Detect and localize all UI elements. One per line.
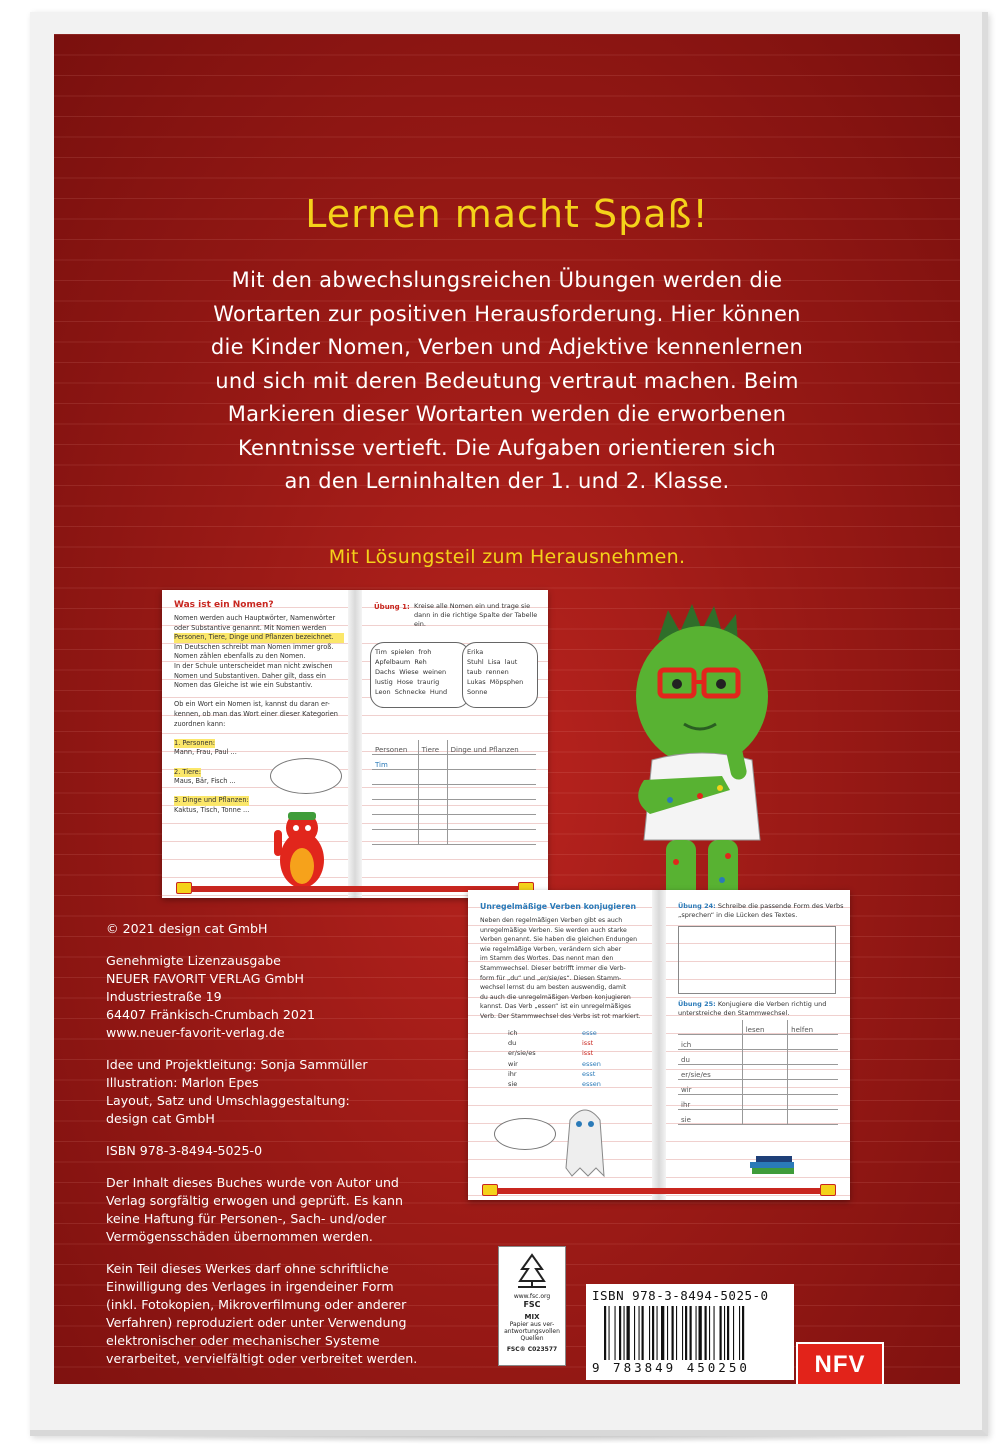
conjugation-table [678,1020,838,1125]
conjugation-forms [582,1028,642,1089]
table-header: Personen [372,740,418,755]
disclaimer-line: Verlag sorgfältig erwogen und geprüft. Es kann [106,1193,404,1208]
headline: Lernen macht Spaß! [305,192,709,236]
intro-line: Wortarten zur positiven Herausforderung. Hier können [213,301,801,326]
license-line: Industriestraße 19 [106,989,222,1004]
table-cell [788,1035,838,1050]
table-cell [742,1095,787,1110]
pronoun: wir [508,1059,518,1068]
text-line: Stammwechsel. Dieser betrifft immer die Verb- [480,964,626,972]
disclaimer-line: keine Haftung für Personen-, Sach- und/oder [106,1211,387,1226]
license-line: Genehmigte Lizenzausgabe [106,953,281,968]
text-line: Im Deutschen schreibt man Nomen immer groß. [174,642,334,651]
word-cloud-left: Tim spielen froh Apfelbaum Reh Dachs Wiese weinen lustig Hose traurig Leon Schnecke Hund [370,642,470,708]
table-cell: wir [678,1080,742,1095]
table-cell [447,785,536,800]
nomen-table [372,740,536,845]
subline: Mit Lösungsteil zum Herausnehmen. [328,546,686,568]
barcode-digits: 9 783849 450250 [592,1360,750,1375]
spread2-title: Unregelmäßige Verben konjugieren [480,902,637,911]
exercise24 [678,902,846,920]
publisher-logo: NFV [796,1342,884,1384]
spread2-text [480,916,650,1022]
exercise1-label [374,602,410,613]
text-line: du auch die unregelmäßigen Verben konjugieren [480,993,631,1001]
ghost-illustration [560,1100,610,1180]
table-cell [418,830,447,845]
table-cell [742,1035,787,1050]
intro-line: Markieren dieser Wortarten werden die erworbenen [227,402,787,426]
table-cell: sie [678,1110,742,1125]
text-line: Kaktus, Tisch, Tonne ... [174,805,250,814]
text-line: wechsel lernst du am besten auswendig, damit [480,984,627,992]
text-line: im Stamm des Wortes. Das nennt man den [480,955,614,963]
verb-form: isst [582,1039,594,1048]
table-header: lesen [742,1020,787,1035]
text-line: Nomen zählen ebenfalls zu den Nomen. [174,652,306,661]
text-line: oder Substantive genannt. Mit Nomen werden [174,623,327,632]
text-line: Personen, Tiere, Dinge und Pflanzen bezeichnet. [174,633,344,643]
credits-line: Idee und Projektleitung: Sonja Sammüller [106,1057,368,1072]
page-number-badge [176,882,192,894]
disclaimer-line: Der Inhalt dieses Buches wurde von Autor und [106,1175,399,1190]
fsc-code: FSC® C023577 [506,1346,558,1353]
text-line: kannst. Das Verb „essen“ ist ein unregelmäßiges [480,1003,631,1011]
page-number-badge [820,1184,836,1196]
footer-bar [488,1188,830,1194]
pronoun: ich [508,1029,518,1037]
table-cell: du [678,1050,742,1065]
pronoun: er/sie/es [508,1049,536,1058]
text-line: 2. Tiere: [174,767,201,776]
fsc-mix: MIX [524,1313,540,1321]
speech-bubble [270,758,342,794]
speech-bubble [494,1118,556,1150]
fsc-tree-icon [512,1251,552,1291]
table-cell [418,800,447,815]
text-line: Nomen das Gleiche ist wie ein Substantiv. [174,681,313,690]
text-line: Verb. Der Stammwechsel des Verbs ist rot markiert. [480,1012,641,1020]
table-cell [742,1080,787,1095]
table-cell [788,1095,838,1110]
spread1-title: Was ist ein Nomen? [174,600,274,610]
intro-line: Mit den abwechslungsreichen Übungen werden die [231,268,783,292]
sample-spread-verben [468,890,850,1200]
rights-line: Einwilligung des Verlages in irgendeiner Form [106,1279,394,1294]
green-monster-illustration [610,600,796,930]
imprint [106,920,426,1368]
rights-line: verarbeitet, vervielfältigt oder verbreitet werden. [106,1351,418,1366]
intro-line: Kenntnisse vertieft. Die Aufgaben orientieren sich [237,435,777,460]
table-cell [742,1050,787,1065]
fsc-text: FSC [523,1300,541,1309]
barcode-isbn: ISBN 978-3-8494-5025-0 [592,1288,769,1303]
table-cell [447,755,536,770]
table-cell [788,1050,838,1065]
disclaimer-line: Vermögensschäden übernommen werden. [106,1229,373,1244]
barcode-bars [604,1306,784,1360]
license-line: 64407 Fränkisch-Crumbach 2021 [106,1007,315,1022]
text-line: Mann, Frau, Paul ... [174,748,237,757]
red-monster-illustration [262,800,342,890]
text-line: Ob ein Wort ein Nomen ist, kannst du daran er- [174,700,330,709]
table-cell [418,770,447,785]
table-cell [372,800,418,815]
license-line: NEUER FAVORIT VERLAG GmbH [106,971,304,986]
table-cell [447,770,536,785]
conjugation-pronouns [508,1028,568,1089]
table-cell [788,1110,838,1125]
table-cell [372,815,418,830]
verb-form: essen [582,1080,601,1089]
table-cell [788,1065,838,1080]
word-cloud-right: Erika Stuhl Lisa laut taub rennen Lukas Möpsphen Sonne [462,642,538,708]
verb-form: essen [582,1059,601,1068]
pronoun: du [508,1039,517,1048]
table-cell [742,1110,787,1125]
rights-line: (inkl. Fotokopien, Mikroverfilmung oder anderer [106,1297,407,1312]
text-line [174,691,344,701]
rights-line: Verfahren) reproduziert oder unter Verwendung [106,1315,407,1330]
credits-line: design cat GmbH [106,1111,215,1126]
back-cover [54,34,960,1384]
copyright: © 2021 design cat GmbH [106,921,268,936]
pronoun: ihr [508,1069,517,1078]
table-cell [788,1080,838,1095]
page-number-badge [482,1184,498,1196]
intro-text [144,264,870,499]
table-cell [447,815,536,830]
text-line: Nomen und Substantiven. Daher gilt, dass ein [174,671,326,680]
table-cell [742,1065,787,1080]
table-cell: ihr [678,1095,742,1110]
exercise-label: Übung 24: [678,902,716,910]
intro-line: und sich mit deren Bedeutung vertraut machen. Beim [215,368,799,393]
text-line: In der Schule unterscheidet man nicht zwischen [174,661,333,670]
verb-form: isst [582,1049,594,1058]
fsc-site: www.fsc.org [513,1293,551,1300]
text-line: zuordnen kann: [174,719,226,728]
table-cell [372,830,418,845]
credits-line: Illustration: Marlon Epes [106,1075,259,1090]
table-cell: ich [678,1035,742,1050]
gutter [652,890,666,1200]
sample-spread-nomen [162,590,548,898]
text-line: Maus, Bär, Fisch ... [174,777,236,786]
exercise-instruction: Schreibe die passende Form des Verbs „sprechen“ in die Lücken des Textes. [678,902,844,919]
text-line: form für „du“ und „er/sie/es“. Diesen Stamm- [480,974,622,982]
text-line: Verben genannt. Sie haben die gleichen Endungen [480,936,638,944]
text-line: unregelmäßige Verben. Sie werden auch starke [480,926,627,934]
table-cell [418,755,447,770]
credits-line: Layout, Satz und Umschlaggestaltung: [106,1093,350,1108]
isbn: ISBN 978-3-8494-5025-0 [106,1143,263,1158]
intro-line: an den Lerninhalten der 1. und 2. Klasse. [284,469,730,493]
table-cell [447,800,536,815]
fsc-label [498,1246,566,1366]
exercise1-instruction: Kreise alle Nomen ein und trage sie dann in die richtige Spalte der Tabelle ein. [414,602,538,628]
table-cell: Tim [372,755,418,770]
verb-form: esse [582,1029,597,1037]
table-header: Tiere [418,740,447,755]
table-cell [418,815,447,830]
exercise-label: Übung 25: [678,1000,716,1008]
text-line: kennen, ob man das Wort einer dieser Kategorien [174,709,338,718]
intro-line: die Kinder Nomen, Verben und Adjektive kennenlernen [210,335,804,359]
exercise25 [678,1000,846,1018]
table-cell [678,1020,742,1035]
pronoun: sie [508,1080,518,1089]
table-cell [418,785,447,800]
table-cell [372,770,418,785]
table-cell [447,830,536,845]
text-line: 1. Personen: [174,738,216,747]
table-cell: er/sie/es [678,1065,742,1080]
gutter [348,590,362,898]
exercise-label: Übung 1: [374,603,410,611]
text-line: Nomen werden auch Hauptwörter, Namenwörter [174,614,336,622]
barcode [586,1284,794,1380]
exercise24-textbox [678,926,836,994]
text-line: Neben den regelmäßigen Verben gibt es auch [480,917,623,924]
text-line: wie regelmäßige Verben, verändern sich aber [480,945,622,953]
books-illustration [748,1148,798,1176]
rights-line: Kein Teil dieses Werkes darf ohne schriftliche [106,1261,389,1276]
rights-line: elektronischer oder mechanischer Systeme [106,1333,380,1348]
table-cell [372,785,418,800]
text-line: 3. Dinge und Pflanzen: [174,796,249,805]
table-header: helfen [788,1020,838,1035]
exercise-instruction: Konjugiere die Verben richtig und unterstreiche den Stammwechsel. [678,1000,827,1017]
license-line: www.neuer-favorit-verlag.de [106,1025,285,1040]
table-header: Dinge und Pflanzen [447,740,536,755]
text-line [174,729,344,739]
verb-form: esst [582,1069,596,1078]
fsc-description: Papier aus ver-antwortungsvollen Quellen [504,1321,560,1342]
